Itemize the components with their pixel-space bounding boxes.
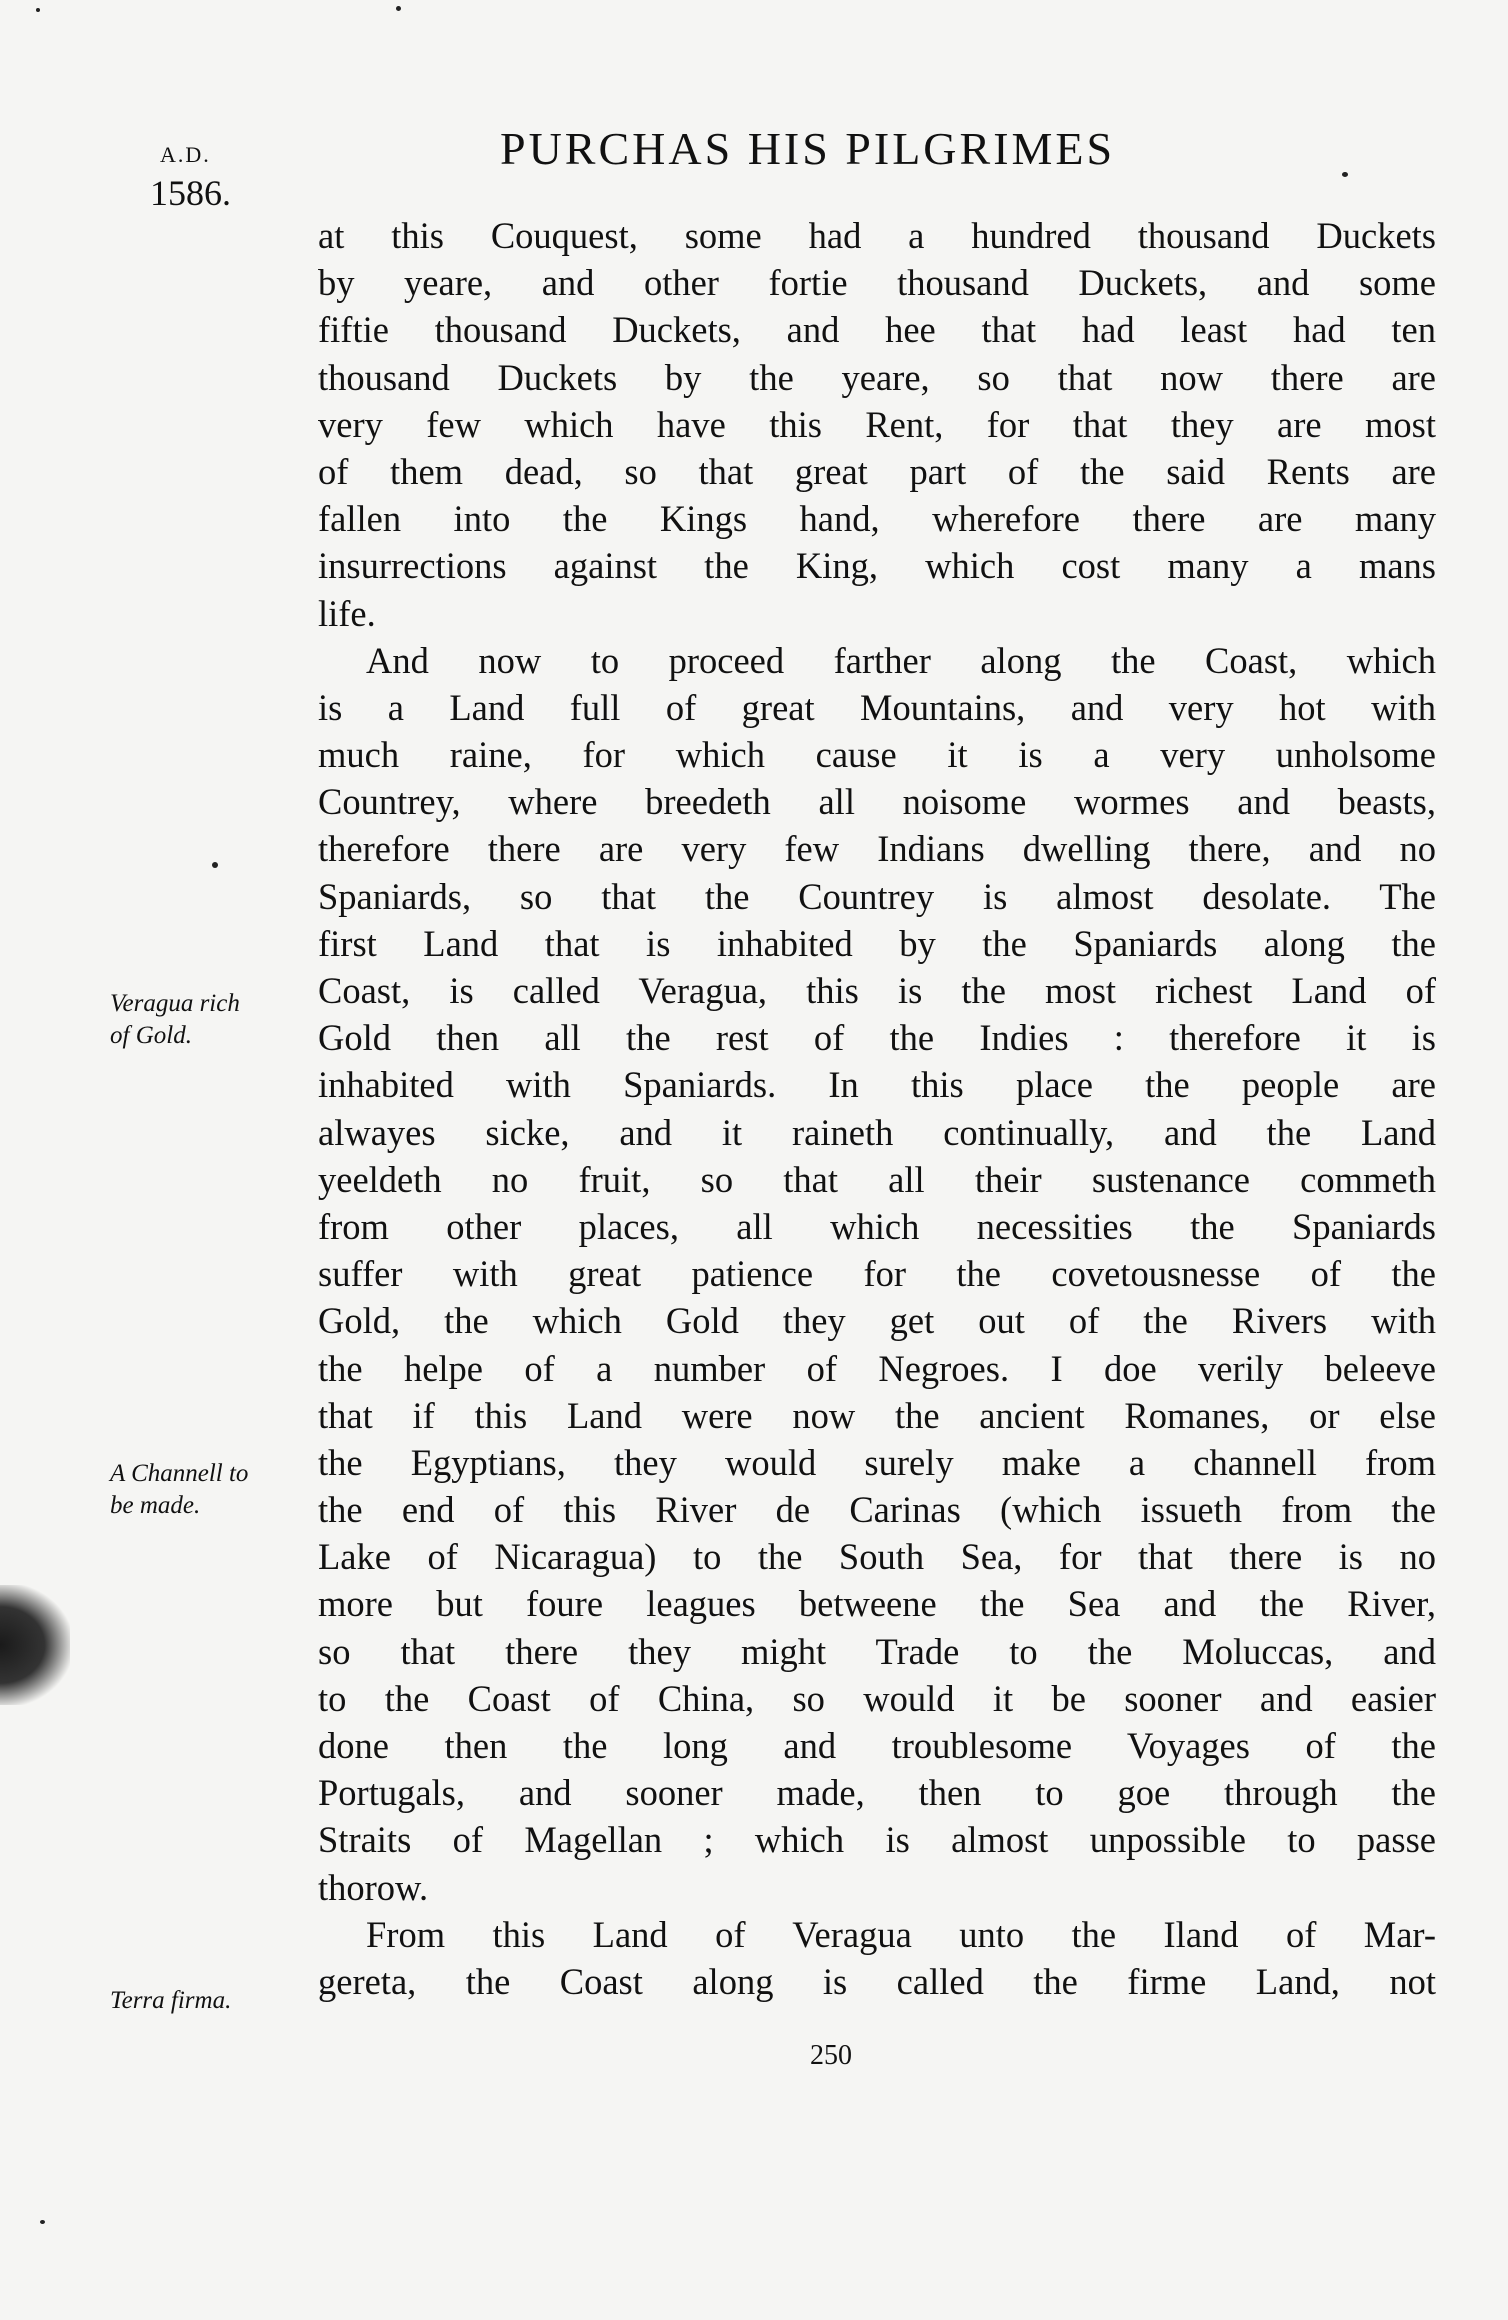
text-line: Lake of Nicaragua) to the South Sea, for that there is no bbox=[318, 1536, 1436, 1578]
text-line: Straits of Magellan ; which is almost unpossible to passe bbox=[318, 1819, 1436, 1861]
text-line: done then the long and troublesome Voyages of the bbox=[318, 1725, 1436, 1766]
running-head: PURCHAS HIS PILGRIMES bbox=[500, 123, 1116, 174]
text-line: much raine, for which cause it is a very unholsome bbox=[318, 734, 1436, 776]
text-line: fallen into the Kings hand, wherefore there are many bbox=[318, 498, 1436, 540]
text-line: insurrections against the King, which cost many a mans bbox=[318, 545, 1436, 587]
text-line: more but foure leagues betweene the Sea and the River, bbox=[318, 1583, 1436, 1625]
text-line: From this Land of Veragua unto the Iland of Mar- bbox=[366, 1913, 1436, 1955]
text-line: Countrey, where breedeth all noisome wormes and beasts, bbox=[318, 781, 1436, 823]
page-edge-shadow bbox=[0, 1585, 70, 1705]
text-line: alwayes sicke, and it raineth continually, and the Land bbox=[318, 1111, 1436, 1153]
text-line: Coast, is called Veragua, this is the most richest Land of bbox=[318, 970, 1436, 1011]
text-line: from other places, all which necessities the Spaniards bbox=[318, 1205, 1436, 1247]
text-line: the helpe of a number of Negroes. I doe verily beleeve bbox=[318, 1347, 1436, 1389]
text-line: therefore there are very few Indians dwelling there, and no bbox=[318, 828, 1436, 870]
text-line: inhabited with Spaniards. In this place the people are bbox=[318, 1064, 1436, 1106]
text-line: to the Coast of China, so would it be sooner and easier bbox=[318, 1677, 1436, 1719]
side-note-line: Veragua rich bbox=[110, 990, 240, 1017]
text-line: Portugals, and sooner made, then to goe through the bbox=[318, 1772, 1436, 1814]
text-line: thorow. bbox=[318, 1866, 429, 1908]
text-line: fiftie thousand Duckets, and hee that had least had ten bbox=[318, 309, 1436, 351]
ink-speck bbox=[212, 862, 218, 868]
text-line: the end of this River de Carinas (which issueth from the bbox=[318, 1489, 1436, 1531]
ink-speck bbox=[396, 6, 401, 11]
side-note-terra-firma bbox=[110, 1985, 310, 2017]
text-line: that if this Land were now the ancient Romanes, or else bbox=[318, 1394, 1436, 1436]
side-note-line: A Channell to bbox=[110, 1460, 249, 1487]
side-note-line: Terra firma. bbox=[110, 1987, 232, 2014]
text-line: life. bbox=[318, 592, 376, 634]
text-line: gereta, the Coast along is called the firme Land, not bbox=[318, 1960, 1436, 2002]
side-note-channell bbox=[110, 1458, 310, 1522]
side-note-veragua bbox=[110, 988, 310, 1052]
text-line: at this Couquest, some had a hundred thousand Duckets bbox=[318, 215, 1436, 256]
text-line: very few which have this Rent, for that they are most bbox=[318, 403, 1436, 445]
body-text bbox=[318, 212, 1436, 2005]
ink-speck bbox=[36, 8, 40, 12]
text-line: so that there they might Trade to the Moluccas, and bbox=[318, 1630, 1436, 1672]
year-label: A.D. bbox=[160, 142, 211, 167]
side-note-line: be made. bbox=[110, 1492, 201, 1519]
margin-year: 1586. bbox=[150, 173, 231, 213]
text-line: suffer with great patience for the covetousnesse of the bbox=[318, 1253, 1436, 1295]
ink-speck bbox=[1342, 172, 1348, 177]
text-line: first Land that is inhabited by the Spaniards along the bbox=[318, 922, 1436, 964]
page-number: 250 bbox=[810, 2040, 852, 2071]
side-note-line: of Gold. bbox=[110, 1022, 192, 1049]
text-line: thousand Duckets by the yeare, so that now there are bbox=[318, 356, 1436, 398]
text-line: by yeare, and other fortie thousand Duckets, and some bbox=[318, 262, 1436, 304]
ink-speck bbox=[40, 2220, 45, 2224]
text-line: is a Land full of great Mountains, and very hot with bbox=[318, 686, 1436, 728]
text-line: And now to proceed farther along the Coast, which bbox=[366, 639, 1436, 681]
text-line: the Egyptians, they would surely make a channell from bbox=[318, 1441, 1436, 1483]
text-line: Spaniards, so that the Countrey is almost desolate. The bbox=[318, 875, 1436, 917]
text-line: Gold then all the rest of the Indies : therefore it is bbox=[318, 1017, 1436, 1059]
text-line: Gold, the which Gold they get out of the Rivers with bbox=[318, 1300, 1436, 1342]
text-line: of them dead, so that great part of the said Rents are bbox=[318, 450, 1436, 492]
text-line: yeeldeth no fruit, so that all their sustenance commeth bbox=[318, 1158, 1436, 1200]
